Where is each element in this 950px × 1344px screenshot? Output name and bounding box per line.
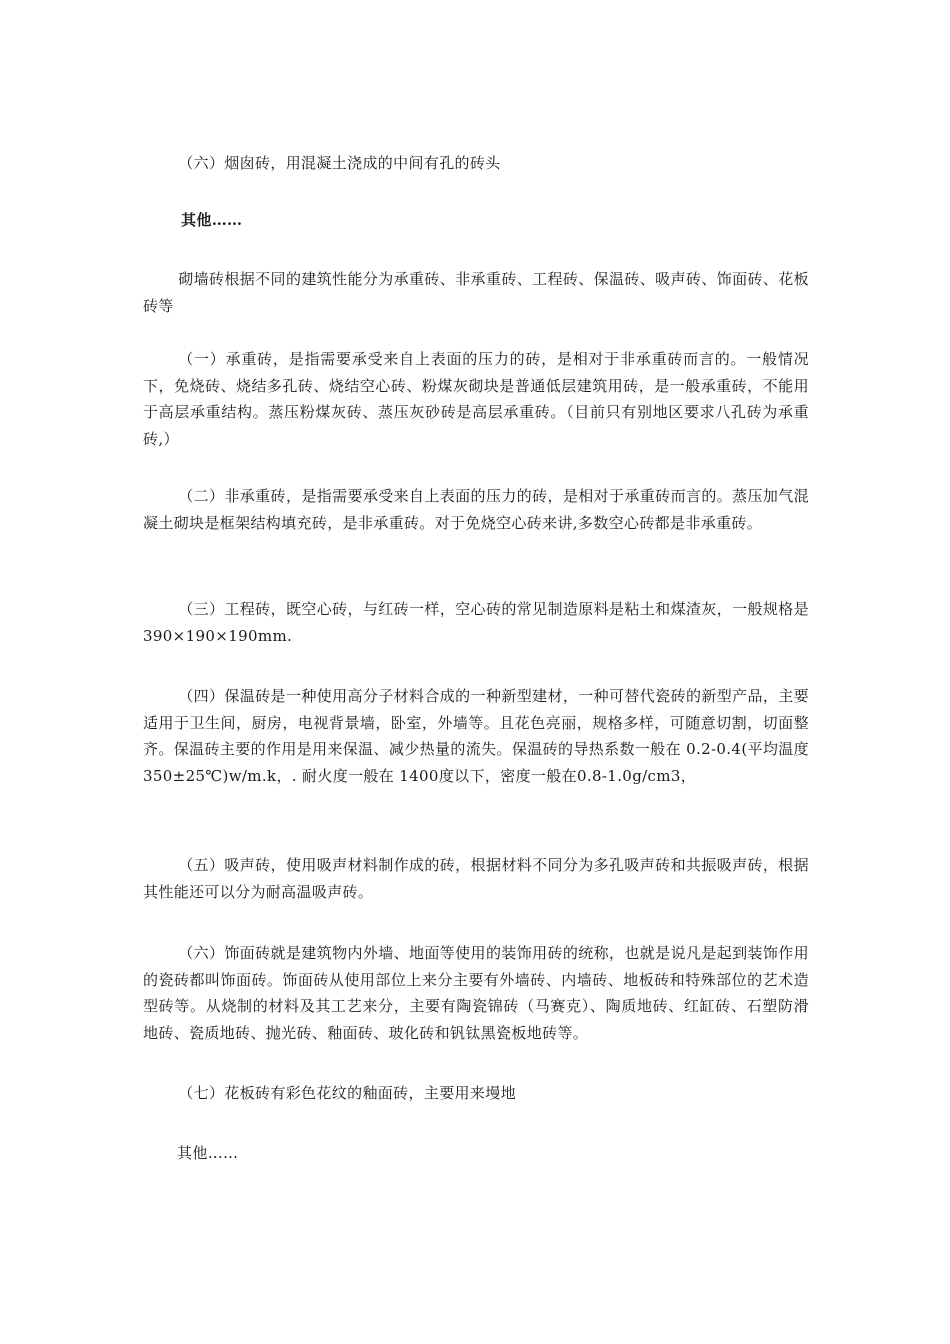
paragraph-other-1-text: 其他…… — [181, 211, 243, 229]
paragraph-facing-brick: （六）饰面砖就是建筑物内外墙、地面等使用的装饰用砖的统称，也就是说凡是起到装饰作用的瓷砖都叫饰面砖。饰面砖从使用部位上来分主要有外墙砖、内墙砖、地板砖和特殊部位的艺术造型砖等。从烧制的材料及其工艺来分，主要有陶瓷锦砖（马赛克）、陶质地砖、红缸砖、石塑防滑地砖、瓷质地砖、抛光砖、釉面砖、玻化砖和钒钛黑瓷板地砖等。 — [143, 944, 809, 1042]
paragraph-other-2: 其他…… — [177, 1144, 239, 1162]
paragraph-flower-tile: （七）花板砖有彩色花纹的釉面砖，主要用来墁地 — [178, 1084, 516, 1102]
paragraph-chimney-brick: （六）烟囱砖，用混凝土浇成的中间有孔的砖头 — [178, 154, 501, 172]
paragraph-wall-brick-categories: 砌墙砖根据不同的建筑性能分为承重砖、非承重砖、工程砖、保温砖、吸声砖、饰面砖、花板砖等 — [143, 270, 809, 315]
paragraph-insulation-brick: （四）保温砖是一种使用高分子材料合成的一种新型建材，一种可替代瓷砖的新型产品，主要适用于卫生间，厨房，电视背景墙，卧室，外墙等。且花色亮丽，规格多样，可随意切割，切面整齐。保温砖主要的作用是用来保温、减少热量的流失。保温砖的导热系数一般在 0.2-0.4(平均温度 350±25℃)w/m.k，. 耐火度一般在 1400度以下，密度一般在0.8-1.0g/cm3， — [143, 687, 809, 785]
paragraph-sound-absorbing-brick: （五）吸声砖，使用吸声材料制作成的砖，根据材料不同分为多孔吸声砖和共振吸声砖，根据其性能还可以分为耐高温吸声砖。 — [143, 856, 809, 901]
paragraph-engineering-brick: （三）工程砖，既空心砖，与红砖一样，空心砖的常见制造原料是粘土和煤渣灰，一般规格是 390×190×190mm. — [143, 600, 809, 645]
paragraph-other-1 — [181, 207, 847, 234]
paragraph-non-load-bearing-brick: （二）非承重砖，是指需要承受来自上表面的压力的砖，是相对于承重砖而言的。蒸压加气混凝土砌块是框架结构填充砖，是非承重砖。对于免烧空心砖来讲,多数空心砖都是非承重砖。 — [143, 487, 809, 532]
paragraph-load-bearing-brick: （一）承重砖，是指需要承受来自上表面的压力的砖，是相对于非承重砖而言的。一般情况下，免烧砖、烧结多孔砖、烧结空心砖、粉煤灰砌块是普通低层建筑用砖，是一般承重砖，不能用于高层承重结构。蒸压粉煤灰砖、蒸压灰砂砖是高层承重砖。（目前只有别地区要求八孔砖为承重砖,） — [143, 350, 809, 448]
